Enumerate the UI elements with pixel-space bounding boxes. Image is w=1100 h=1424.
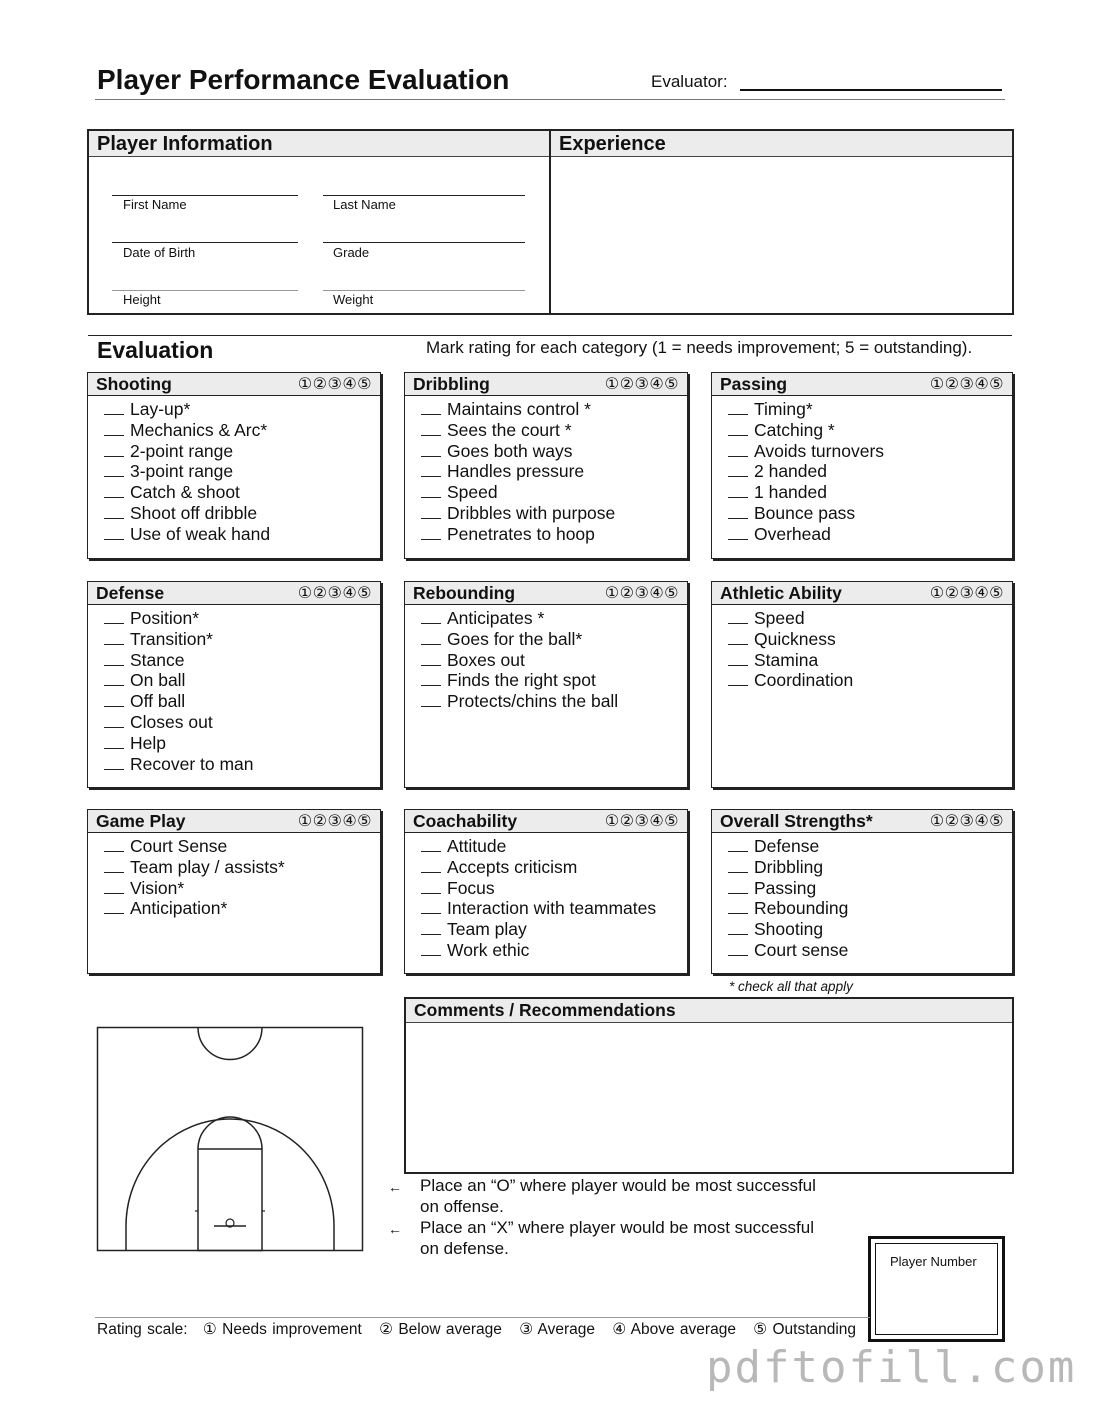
- checklist-item: [728, 670, 853, 691]
- checklist-item: [728, 461, 884, 482]
- comments-heading: Comments / Recommendations: [406, 999, 1012, 1023]
- checklist-item: [728, 940, 848, 961]
- check-blank[interactable]: [421, 859, 441, 873]
- checklist-item: [104, 629, 254, 650]
- category-title: Athletic Ability: [720, 583, 842, 603]
- check-blank[interactable]: [104, 443, 124, 457]
- player-info-panel: [87, 129, 551, 315]
- check-blank[interactable]: [104, 714, 124, 728]
- experience-heading: Experience: [551, 131, 1012, 157]
- checklist-item-label: Bounce pass: [754, 502, 856, 523]
- checklist-item: [104, 441, 270, 462]
- checklist-item: [728, 898, 848, 919]
- checklist-item: [104, 898, 285, 919]
- check-blank[interactable]: [104, 859, 124, 873]
- checklist-item: [728, 608, 853, 629]
- category-items: [728, 608, 853, 691]
- footer-divider: [95, 1317, 870, 1318]
- checklist-item: [421, 670, 618, 691]
- check-blank[interactable]: [104, 652, 124, 666]
- checklist-item-label: Shoot off dribble: [130, 502, 258, 523]
- check-blank[interactable]: [104, 526, 124, 540]
- height-field[interactable]: [112, 290, 298, 291]
- comments-panel[interactable]: [404, 997, 1014, 1174]
- checklist-item: [728, 878, 848, 899]
- checklist-item: [421, 503, 615, 524]
- check-blank[interactable]: [421, 463, 441, 477]
- evaluation-heading: Evaluation: [97, 337, 214, 363]
- check-blank[interactable]: [421, 921, 441, 935]
- court-boundary: [98, 1028, 363, 1251]
- checklist-item: [728, 503, 884, 524]
- checklist-item-label: Coordination: [754, 670, 854, 691]
- checklist-item-label: Team play: [447, 919, 527, 940]
- player-info-heading: Player Information: [89, 131, 549, 157]
- check-blank[interactable]: [421, 443, 441, 457]
- category-title: Defense: [96, 583, 165, 603]
- checklist-item-label: Catching *: [754, 419, 835, 440]
- evaluation-divider: [88, 335, 1012, 336]
- category-header: [88, 810, 380, 833]
- checklist-item-label: Anticipates *: [447, 608, 545, 628]
- checklist-item: [421, 608, 618, 629]
- checklist-item-label: Interaction with teammates: [447, 898, 657, 919]
- checklist-item: [421, 441, 615, 462]
- checklist-item-label: Speed: [754, 608, 805, 628]
- check-blank[interactable]: [421, 505, 441, 519]
- checklist-item-label: Use of weak hand: [130, 523, 271, 544]
- check-blank[interactable]: [104, 672, 124, 686]
- checklist-item: [104, 482, 270, 503]
- center-circle: [198, 1028, 262, 1060]
- checklist-item-label: Maintains control *: [447, 399, 591, 419]
- check-blank[interactable]: [728, 631, 748, 645]
- height-label: Height: [123, 292, 161, 307]
- checklist-item-label: Defense: [754, 836, 820, 856]
- checklist-item-label: Stance: [130, 649, 185, 670]
- category-header: [88, 582, 380, 605]
- category-title: Dribbling: [413, 374, 490, 394]
- rating-scale-legend: [97, 1320, 868, 1339]
- category-overall-strengths: [711, 809, 1013, 974]
- arrow-left-icon: ←: [388, 1179, 402, 1195]
- dob-label: Date of Birth: [123, 245, 196, 260]
- checklist-item-label: Court Sense: [130, 836, 228, 856]
- checklist-item: [104, 857, 285, 878]
- checklist-item-label: Transition*: [130, 628, 213, 649]
- player-number-label: Player Number: [890, 1254, 977, 1269]
- check-blank[interactable]: [104, 880, 124, 894]
- evaluator-label: Evaluator:: [651, 72, 728, 91]
- rating-options[interactable]: ①②③④⑤: [604, 813, 679, 830]
- checklist-item: [104, 670, 254, 691]
- check-blank[interactable]: [728, 484, 748, 498]
- dob-field[interactable]: [112, 242, 298, 243]
- checklist-item: [728, 482, 884, 503]
- check-blank[interactable]: [421, 631, 441, 645]
- category-items: [104, 836, 285, 919]
- checklist-item-label: 3-point range: [130, 461, 234, 482]
- checklist-item: [104, 420, 270, 441]
- check-blank[interactable]: [728, 422, 748, 436]
- check-blank[interactable]: [421, 693, 441, 707]
- check-blank[interactable]: [104, 756, 124, 770]
- first-name-field[interactable]: [112, 195, 298, 196]
- checklist-item: [421, 399, 615, 420]
- defense-instruction: Place an “X” where player would be most successful on defense.: [420, 1218, 815, 1258]
- check-blank[interactable]: [421, 672, 441, 686]
- checklist-item: [421, 691, 618, 712]
- checklist-item: [421, 857, 656, 878]
- category-game-play: [87, 809, 381, 974]
- category-header: [88, 373, 380, 396]
- check-blank[interactable]: [728, 463, 748, 477]
- category-items: [104, 608, 254, 774]
- grade-label: Grade: [333, 245, 370, 260]
- category-items: [421, 836, 656, 961]
- category-header: [405, 810, 687, 833]
- header-divider: [95, 99, 1005, 100]
- category-defense: [87, 581, 381, 788]
- checklist-item: [421, 629, 618, 650]
- check-blank[interactable]: [728, 526, 748, 540]
- checklist-item: [421, 524, 615, 545]
- checklist-item-label: Lay-up*: [130, 399, 191, 419]
- checklist-item-label: Anticipation*: [130, 898, 228, 919]
- check-blank[interactable]: [104, 735, 124, 749]
- checklist-item-label: Shooting: [754, 919, 824, 940]
- category-coachability: [404, 809, 688, 974]
- checklist-item: [104, 691, 254, 712]
- category-header: [405, 373, 687, 396]
- check-blank[interactable]: [728, 859, 748, 873]
- weight-label: Weight: [333, 292, 374, 307]
- check-blank[interactable]: [728, 900, 748, 914]
- watermark: pdftofill.com: [706, 1342, 1077, 1393]
- checklist-item: [728, 857, 848, 878]
- check-blank[interactable]: [104, 838, 124, 852]
- checklist-item-label: Accepts criticism: [447, 856, 578, 877]
- checklist-item-label: Attitude: [447, 836, 507, 856]
- category-title: Game Play: [96, 811, 186, 831]
- checklist-item: [421, 461, 615, 482]
- checklist-item-label: Handles pressure: [447, 461, 585, 482]
- category-passing: [711, 372, 1013, 559]
- checklist-item-label: Recover to man: [130, 753, 254, 774]
- category-header: [712, 810, 1012, 833]
- checklist-item-label: Quickness: [754, 628, 836, 649]
- check-blank[interactable]: [421, 484, 441, 498]
- check-blank[interactable]: [421, 900, 441, 914]
- category-dribbling: [404, 372, 688, 559]
- check-blank[interactable]: [104, 900, 124, 914]
- checklist-item-label: 2 handed: [754, 461, 827, 482]
- three-point-arc: [126, 1119, 334, 1251]
- checklist-item: [728, 524, 884, 545]
- checklist-item-label: Penetrates to hoop: [447, 523, 595, 544]
- category-items: [728, 399, 884, 545]
- checklist-item-label: Work ethic: [447, 939, 530, 960]
- check-blank[interactable]: [104, 422, 124, 436]
- check-blank[interactable]: [104, 631, 124, 645]
- checklist-item-label: Avoids turnovers: [754, 440, 885, 461]
- checklist-item: [421, 878, 656, 899]
- check-blank[interactable]: [421, 652, 441, 666]
- category-title: Passing: [720, 374, 788, 394]
- rating-options[interactable]: ①②③④⑤: [297, 585, 372, 602]
- checklist-item: [104, 733, 254, 754]
- arrow-left-icon: ←: [388, 1221, 402, 1237]
- checklist-item-label: Sees the court *: [447, 419, 572, 440]
- checklist-item: [104, 754, 254, 775]
- rating-scale-4: ④ Above average: [612, 1321, 736, 1338]
- check-blank[interactable]: [421, 526, 441, 540]
- category-title: Coachability: [413, 811, 518, 831]
- half-court-diagram[interactable]: [96, 1026, 364, 1252]
- check-blank[interactable]: [421, 401, 441, 415]
- checklist-item: [104, 399, 270, 420]
- rating-scale-prefix: Rating scale:: [97, 1321, 188, 1338]
- checklist-item-label: Help: [130, 732, 166, 753]
- checklist-item: [104, 836, 285, 857]
- checklist-item-label: Mechanics & Arc*: [130, 419, 268, 440]
- rating-options[interactable]: ①②③④⑤: [929, 585, 1004, 602]
- checklist-item: [421, 940, 656, 961]
- rating-scale-5: ⑤ Outstanding: [753, 1321, 857, 1338]
- checklist-item-label: Passing: [754, 877, 817, 898]
- rating-scale-1: ① Needs improvement: [202, 1321, 362, 1338]
- free-throw-lane: [198, 1149, 262, 1251]
- checklist-item-label: On ball: [130, 670, 186, 691]
- checklist-item-label: Stamina: [754, 649, 819, 670]
- rating-options[interactable]: ①②③④⑤: [604, 376, 679, 393]
- check-blank[interactable]: [728, 672, 748, 686]
- checklist-item: [421, 650, 618, 671]
- checklist-item-label: Goes for the ball*: [447, 628, 583, 649]
- check-blank[interactable]: [421, 422, 441, 436]
- evaluator-field[interactable]: [740, 89, 1002, 91]
- checklist-item-label: Protects/chins the ball: [447, 691, 619, 712]
- rating-scale-3: ③ Average: [519, 1321, 596, 1338]
- checklist-item-label: Boxes out: [447, 649, 525, 670]
- player-number-box[interactable]: [868, 1236, 1005, 1342]
- checklist-item: [421, 482, 615, 503]
- check-blank[interactable]: [104, 505, 124, 519]
- rating-scale-2: ② Below average: [379, 1321, 502, 1338]
- checklist-item-label: Focus: [447, 877, 495, 898]
- checklist-item: [104, 608, 254, 629]
- check-blank[interactable]: [421, 880, 441, 894]
- category-athletic-ability: [711, 581, 1013, 788]
- checklist-item-label: Dribbling: [754, 856, 824, 877]
- checklist-item-label: Court sense: [754, 939, 849, 960]
- first-name-label: First Name: [123, 197, 187, 212]
- checklist-item-label: Position*: [130, 608, 200, 628]
- checklist-item-label: 1 handed: [754, 482, 827, 503]
- check-blank[interactable]: [104, 693, 124, 707]
- checklist-item-label: Dribbles with purpose: [447, 502, 616, 523]
- checklist-item-label: Speed: [447, 482, 498, 503]
- checklist-item: [104, 650, 254, 671]
- category-items: [421, 399, 615, 545]
- category-items: [421, 608, 618, 712]
- checklist-item: [728, 836, 848, 857]
- weight-field[interactable]: [323, 290, 525, 291]
- checklist-item: [104, 712, 254, 733]
- checklist-item: [421, 898, 656, 919]
- checklist-item-label: 2-point range: [130, 440, 234, 461]
- rating-options[interactable]: ①②③④⑤: [929, 376, 1004, 393]
- rating-options[interactable]: ①②③④⑤: [297, 813, 372, 830]
- category-header: [405, 582, 687, 605]
- check-blank[interactable]: [728, 880, 748, 894]
- checklist-item: [728, 919, 848, 940]
- check-blank[interactable]: [421, 610, 441, 624]
- category-title: Overall Strengths*: [720, 811, 873, 831]
- check-blank[interactable]: [104, 484, 124, 498]
- checklist-item: [104, 503, 270, 524]
- category-items: [728, 836, 848, 961]
- category-title: Rebounding: [413, 583, 516, 603]
- checklist-item: [421, 919, 656, 940]
- category-items: [104, 399, 270, 545]
- checklist-item-label: Catch & shoot: [130, 482, 240, 503]
- category-rebounding: [404, 581, 688, 788]
- rating-options[interactable]: ①②③④⑤: [604, 585, 679, 602]
- checklist-item-label: Off ball: [130, 691, 186, 712]
- check-blank[interactable]: [421, 838, 441, 852]
- category-header: [712, 582, 1012, 605]
- grade-field[interactable]: [323, 242, 525, 243]
- category-title: Shooting: [96, 374, 172, 394]
- check-note: * check all that apply: [729, 979, 853, 994]
- rating-options[interactable]: ①②③④⑤: [297, 376, 372, 393]
- evaluation-instructions: Mark rating for each category (1 = needs improvement; 5 = outstanding).: [426, 338, 973, 357]
- last-name-label: Last Name: [333, 197, 396, 212]
- checklist-item: [104, 461, 270, 482]
- checklist-item-label: Rebounding: [754, 898, 849, 919]
- check-blank[interactable]: [728, 838, 748, 852]
- last-name-field[interactable]: [323, 195, 525, 196]
- experience-panel[interactable]: [549, 129, 1014, 315]
- checklist-item-label: Team play / assists*: [130, 856, 285, 877]
- checklist-item: [728, 420, 884, 441]
- checklist-item-label: Closes out: [130, 711, 213, 732]
- checklist-item: [728, 650, 853, 671]
- checklist-item: [728, 441, 884, 462]
- check-blank[interactable]: [728, 942, 748, 956]
- checklist-item-label: Vision*: [130, 877, 185, 898]
- category-header: [712, 373, 1012, 396]
- checklist-item: [104, 878, 285, 899]
- check-blank[interactable]: [104, 401, 124, 415]
- category-shooting: [87, 372, 381, 559]
- checklist-item: [104, 524, 270, 545]
- checklist-item: [421, 420, 615, 441]
- checklist-item-label: Timing*: [754, 399, 813, 419]
- check-blank[interactable]: [728, 610, 748, 624]
- offense-instruction: Place an “O” where player would be most successful on offense.: [420, 1176, 816, 1216]
- checklist-item: [421, 836, 656, 857]
- check-blank[interactable]: [728, 443, 748, 457]
- check-blank[interactable]: [728, 505, 748, 519]
- check-blank[interactable]: [728, 401, 748, 415]
- check-blank[interactable]: [728, 921, 748, 935]
- check-blank[interactable]: [104, 463, 124, 477]
- check-blank[interactable]: [421, 942, 441, 956]
- rating-options[interactable]: ①②③④⑤: [929, 813, 1004, 830]
- checklist-item: [728, 399, 884, 420]
- check-blank[interactable]: [104, 610, 124, 624]
- checklist-item: [728, 629, 853, 650]
- page-title: Player Performance Evaluation: [97, 64, 510, 95]
- check-blank[interactable]: [728, 652, 748, 666]
- checklist-item-label: Overhead: [754, 523, 831, 544]
- checklist-item-label: Goes both ways: [447, 440, 573, 461]
- checklist-item-label: Finds the right spot: [447, 670, 596, 691]
